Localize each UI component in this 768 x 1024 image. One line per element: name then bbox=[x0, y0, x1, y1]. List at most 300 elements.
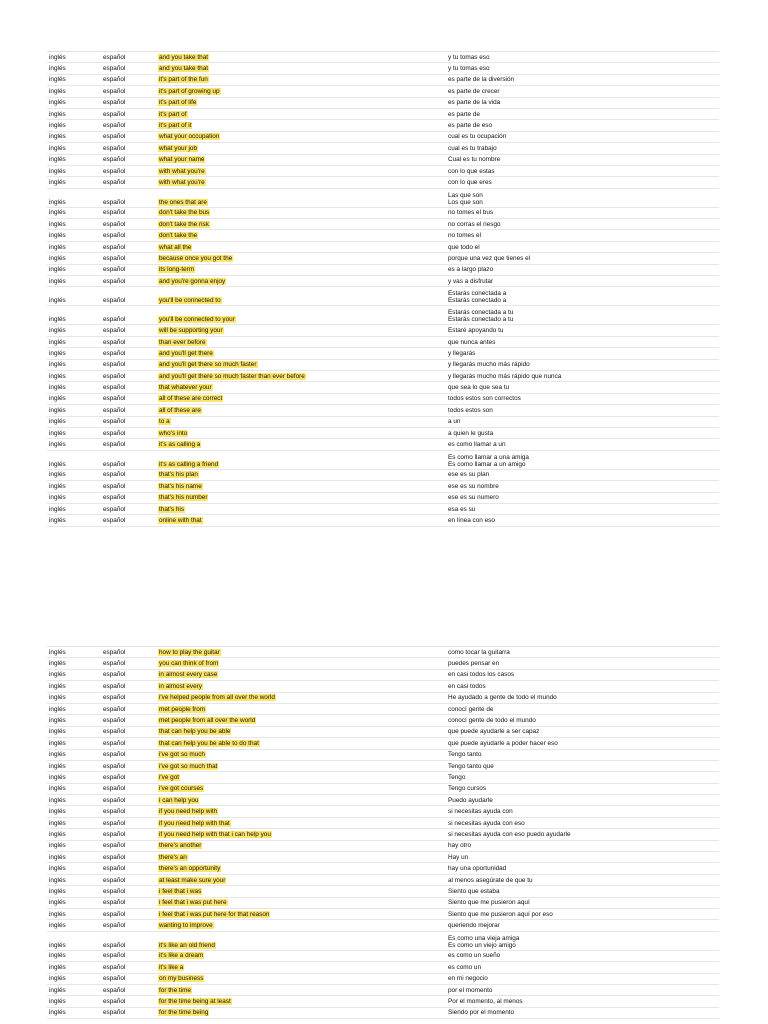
translation-line: Siento que estaba bbox=[448, 887, 500, 895]
spanish-translation-cell bbox=[448, 694, 719, 701]
spanish-translation-cell bbox=[448, 232, 719, 239]
table-row bbox=[47, 306, 719, 325]
highlighted-phrase: i've got so much that bbox=[159, 762, 218, 770]
spanish-translation-cell bbox=[448, 454, 719, 468]
table-row bbox=[47, 166, 719, 177]
highlighted-phrase: don't take the bbox=[159, 232, 198, 240]
english-phrase-cell bbox=[158, 99, 448, 106]
spanish-translation-cell bbox=[448, 122, 719, 129]
translation-line: en mi negocio bbox=[448, 975, 488, 983]
highlighted-phrase: to a bbox=[159, 418, 170, 426]
table-row bbox=[47, 470, 719, 481]
english-phrase-cell bbox=[158, 820, 448, 827]
table-row bbox=[47, 795, 719, 806]
spanish-translation-cell bbox=[448, 494, 719, 501]
table-row bbox=[47, 806, 719, 817]
translation-line: en casi todos bbox=[448, 682, 486, 690]
english-phrase-cell bbox=[158, 461, 448, 468]
highlighted-phrase: it's like a dream bbox=[159, 952, 204, 960]
table-row bbox=[47, 253, 719, 264]
translation-line: ese es su numero bbox=[448, 494, 499, 502]
target-language-cell: español bbox=[103, 865, 126, 873]
table-row bbox=[47, 75, 719, 86]
target-language-cell: español bbox=[103, 167, 126, 175]
target-language-cell: español bbox=[103, 220, 126, 228]
english-phrase-cell bbox=[158, 122, 448, 129]
translation-line: Tengo tanto que bbox=[448, 762, 494, 770]
english-phrase-cell bbox=[158, 373, 448, 380]
target-language-cell: español bbox=[103, 922, 126, 930]
highlighted-phrase: it's part of it bbox=[159, 122, 192, 130]
source-language-cell: inglés bbox=[49, 122, 66, 130]
source-language-cell: inglés bbox=[49, 209, 66, 217]
target-language-cell: español bbox=[103, 808, 126, 816]
english-phrase-cell bbox=[158, 316, 448, 323]
target-language-cell: español bbox=[103, 986, 126, 994]
english-phrase-cell bbox=[158, 717, 448, 724]
highlighted-phrase: in almost every case bbox=[159, 671, 218, 679]
english-phrase-cell bbox=[158, 395, 448, 402]
english-phrase-cell bbox=[158, 418, 448, 425]
source-language-cell: inglés bbox=[49, 349, 66, 357]
english-phrase-cell bbox=[158, 133, 448, 140]
translation-line: no tomes el bus bbox=[448, 209, 494, 217]
target-language-cell: español bbox=[103, 660, 126, 668]
english-phrase-cell bbox=[158, 407, 448, 414]
translation-line: Por el momento, al menos bbox=[448, 998, 523, 1006]
spanish-translation-cell bbox=[448, 179, 719, 186]
english-phrase-cell bbox=[158, 888, 448, 895]
highlighted-phrase: it's as calling a friend bbox=[159, 460, 219, 468]
spanish-translation-cell bbox=[448, 88, 719, 95]
table-row bbox=[47, 394, 719, 405]
translation-line: porque una vez que tienes el bbox=[448, 254, 531, 262]
english-phrase-cell bbox=[158, 506, 448, 513]
table-row bbox=[47, 208, 719, 219]
english-phrase-cell bbox=[158, 384, 448, 391]
english-phrase-cell bbox=[158, 88, 448, 95]
table-row bbox=[47, 951, 719, 962]
translation-line: ese es su nombre bbox=[448, 482, 499, 490]
table-row bbox=[47, 704, 719, 715]
source-language-cell: inglés bbox=[49, 178, 66, 186]
english-phrase-cell bbox=[158, 987, 448, 994]
spanish-translation-cell bbox=[448, 309, 719, 323]
source-language-cell: inglés bbox=[49, 660, 66, 668]
english-phrase-cell bbox=[158, 297, 448, 304]
source-language-cell: inglés bbox=[49, 220, 66, 228]
english-phrase-cell bbox=[158, 649, 448, 656]
table-row bbox=[47, 287, 719, 306]
english-phrase-cell bbox=[158, 156, 448, 163]
highlighted-phrase: what your job bbox=[159, 144, 198, 152]
highlighted-phrase: its long-term bbox=[159, 266, 195, 274]
translation-line: Estaré apoyando tu bbox=[448, 327, 504, 335]
translation-line: y tu tomas eso bbox=[448, 53, 490, 61]
english-phrase-cell bbox=[158, 797, 448, 804]
highlighted-phrase: that's his plan bbox=[159, 471, 198, 479]
spanish-translation-cell bbox=[448, 339, 719, 346]
english-phrase-cell bbox=[158, 278, 448, 285]
english-phrase-cell bbox=[158, 975, 448, 982]
spanish-translation-cell bbox=[448, 820, 719, 827]
source-language-cell: inglés bbox=[49, 717, 66, 725]
spanish-translation-cell bbox=[448, 854, 719, 861]
target-language-cell: español bbox=[103, 671, 126, 679]
translation-line: es parte de la diversión bbox=[448, 76, 515, 84]
english-phrase-cell bbox=[158, 785, 448, 792]
spanish-translation-cell bbox=[448, 278, 719, 285]
translation-line: en línea con eso bbox=[448, 516, 495, 524]
table-row bbox=[47, 360, 719, 371]
english-phrase-cell bbox=[158, 899, 448, 906]
highlighted-phrase: there's an bbox=[159, 853, 187, 861]
spanish-translation-cell bbox=[448, 740, 719, 747]
source-language-cell: inglés bbox=[49, 922, 66, 930]
source-language-cell: inglés bbox=[49, 505, 66, 513]
translation-line: y tu tomas eso bbox=[448, 65, 490, 73]
source-language-cell: inglés bbox=[49, 460, 66, 468]
target-language-cell: español bbox=[103, 952, 126, 960]
english-phrase-cell bbox=[158, 877, 448, 884]
spanish-translation-cell bbox=[448, 221, 719, 228]
english-phrase-cell bbox=[158, 998, 448, 1005]
translation-line: Estarás conectada a bbox=[448, 290, 507, 298]
english-phrase-cell bbox=[158, 76, 448, 83]
english-phrase-cell bbox=[158, 339, 448, 346]
source-language-cell: inglés bbox=[49, 429, 66, 437]
spanish-translation-cell bbox=[448, 54, 719, 61]
table-row bbox=[47, 493, 719, 504]
spanish-translation-cell bbox=[448, 361, 719, 368]
highlighted-phrase: and you take that bbox=[159, 53, 209, 61]
table-row bbox=[47, 428, 719, 439]
spanish-translation-cell bbox=[448, 327, 719, 334]
table-row bbox=[47, 898, 719, 909]
spanish-translation-cell bbox=[448, 998, 719, 1005]
highlighted-phrase: how to play the guitar bbox=[159, 648, 220, 656]
source-language-cell: inglés bbox=[49, 876, 66, 884]
source-language-cell: inglés bbox=[49, 705, 66, 713]
source-language-cell: inglés bbox=[49, 516, 66, 524]
target-language-cell: español bbox=[103, 144, 126, 152]
english-phrase-cell bbox=[158, 441, 448, 448]
english-phrase-cell bbox=[158, 430, 448, 437]
source-language-cell: inglés bbox=[49, 952, 66, 960]
table-row bbox=[47, 863, 719, 874]
translation-line: ese es su plan bbox=[448, 471, 490, 479]
translation-line: esa es su bbox=[448, 505, 476, 513]
source-language-cell: inglés bbox=[49, 198, 66, 206]
highlighted-phrase: i've got so much bbox=[159, 751, 205, 759]
spanish-translation-cell bbox=[448, 192, 719, 206]
target-language-cell: español bbox=[103, 198, 126, 206]
english-phrase-cell bbox=[158, 54, 448, 61]
english-phrase-cell bbox=[158, 728, 448, 735]
spanish-translation-cell bbox=[448, 145, 719, 152]
source-language-cell: inglés bbox=[49, 671, 66, 679]
source-language-cell: inglés bbox=[49, 648, 66, 656]
source-language-cell: inglés bbox=[49, 232, 66, 240]
target-language-cell: español bbox=[103, 316, 126, 324]
highlighted-phrase: if you need help with bbox=[159, 808, 218, 816]
source-language-cell: inglés bbox=[49, 796, 66, 804]
table-row bbox=[47, 120, 719, 131]
table-row bbox=[47, 382, 719, 393]
source-language-cell: inglés bbox=[49, 406, 66, 414]
highlighted-phrase: that's his number bbox=[159, 494, 208, 502]
target-language-cell: español bbox=[103, 853, 126, 861]
target-language-cell: español bbox=[103, 384, 126, 392]
translation-line: Es como llamar a un amigo bbox=[448, 460, 526, 468]
english-phrase-cell bbox=[158, 111, 448, 118]
table-row bbox=[47, 451, 719, 470]
highlighted-phrase: that whatever your bbox=[159, 384, 212, 392]
translation-line: es parte de crecer bbox=[448, 87, 500, 95]
english-phrase-cell bbox=[158, 179, 448, 186]
table-row bbox=[47, 761, 719, 772]
target-language-cell: español bbox=[103, 762, 126, 770]
target-language-cell: español bbox=[103, 963, 126, 971]
translation-line: es parte de la vida bbox=[448, 99, 501, 107]
spanish-translation-cell bbox=[448, 935, 719, 949]
source-language-cell: inglés bbox=[49, 910, 66, 918]
english-phrase-cell bbox=[158, 952, 448, 959]
spanish-translation-cell bbox=[448, 506, 719, 513]
source-language-cell: inglés bbox=[49, 76, 66, 84]
translation-line: Los que son bbox=[448, 198, 483, 206]
highlighted-phrase: i feel that i was put here bbox=[159, 899, 227, 907]
source-language-cell: inglés bbox=[49, 53, 66, 61]
english-phrase-cell bbox=[158, 751, 448, 758]
english-phrase-cell bbox=[158, 494, 448, 501]
target-language-cell: español bbox=[103, 717, 126, 725]
source-language-cell: inglés bbox=[49, 327, 66, 335]
spanish-translation-cell bbox=[448, 763, 719, 770]
table-row bbox=[47, 276, 719, 287]
table-row bbox=[47, 439, 719, 450]
translation-line: Cual es tu nombre bbox=[448, 156, 501, 164]
spanish-translation-cell bbox=[448, 407, 719, 414]
target-language-cell: español bbox=[103, 53, 126, 61]
highlighted-phrase: you'll be connected to your bbox=[159, 316, 235, 324]
source-language-cell: inglés bbox=[49, 842, 66, 850]
highlighted-phrase: because once you got the bbox=[159, 254, 233, 262]
spanish-translation-cell bbox=[448, 877, 719, 884]
spanish-translation-cell bbox=[448, 255, 719, 262]
target-language-cell: español bbox=[103, 751, 126, 759]
source-language-cell: inglés bbox=[49, 494, 66, 502]
source-language-cell: inglés bbox=[49, 482, 66, 490]
highlighted-phrase: what your name bbox=[159, 156, 205, 164]
spanish-translation-cell bbox=[448, 384, 719, 391]
translation-line: Las que son bbox=[448, 191, 483, 199]
target-language-cell: español bbox=[103, 899, 126, 907]
source-language-cell: inglés bbox=[49, 694, 66, 702]
table-row bbox=[47, 658, 719, 669]
spanish-translation-cell bbox=[448, 350, 719, 357]
english-phrase-cell bbox=[158, 865, 448, 872]
highlighted-phrase: you'll be connected to bbox=[159, 297, 221, 305]
highlighted-phrase: who's into bbox=[159, 429, 188, 437]
english-phrase-cell bbox=[158, 911, 448, 918]
highlighted-phrase: will be supporting your bbox=[159, 327, 223, 335]
source-language-cell: inglés bbox=[49, 899, 66, 907]
source-language-cell: inglés bbox=[49, 941, 66, 949]
target-language-cell: español bbox=[103, 361, 126, 369]
translation-line: como tocar la guitarra bbox=[448, 648, 510, 656]
spanish-translation-cell bbox=[448, 899, 719, 906]
table-row bbox=[47, 841, 719, 852]
translation-line: hay otro bbox=[448, 842, 472, 850]
highlighted-phrase: met people from bbox=[159, 705, 206, 713]
table-row bbox=[47, 996, 719, 1007]
spanish-translation-cell bbox=[448, 952, 719, 959]
target-language-cell: español bbox=[103, 232, 126, 240]
translation-line: todos estos son bbox=[448, 406, 493, 414]
target-language-cell: español bbox=[103, 648, 126, 656]
source-language-cell: inglés bbox=[49, 830, 66, 838]
table-row bbox=[47, 784, 719, 795]
translation-line: conocí gente de todo el mundo bbox=[448, 717, 536, 725]
source-language-cell: inglés bbox=[49, 266, 66, 274]
translation-line: conocí gente de bbox=[448, 705, 494, 713]
spanish-translation-cell bbox=[448, 441, 719, 448]
highlighted-phrase: what your occupation bbox=[159, 133, 220, 141]
spanish-translation-cell bbox=[448, 964, 719, 971]
english-phrase-cell bbox=[158, 808, 448, 815]
source-language-cell: inglés bbox=[49, 418, 66, 426]
spanish-translation-cell bbox=[448, 649, 719, 656]
translation-line: y vas a disfrutar bbox=[448, 277, 494, 285]
english-phrase-cell bbox=[158, 209, 448, 216]
target-language-cell: español bbox=[103, 372, 126, 380]
spanish-translation-cell bbox=[448, 975, 719, 982]
source-language-cell: inglés bbox=[49, 99, 66, 107]
highlighted-phrase: if you need help with that bbox=[159, 819, 230, 827]
translation-line: es parte de eso bbox=[448, 122, 493, 130]
translation-line: cual es tu trabajo bbox=[448, 144, 497, 152]
translation-line: Es como llamar a una amiga bbox=[448, 453, 529, 461]
target-language-cell: español bbox=[103, 243, 126, 251]
source-language-cell: inglés bbox=[49, 739, 66, 747]
table-row bbox=[47, 515, 719, 526]
spanish-translation-cell bbox=[448, 728, 719, 735]
translation-line: a quien le gusta bbox=[448, 429, 494, 437]
source-language-cell: inglés bbox=[49, 751, 66, 759]
english-phrase-cell bbox=[158, 327, 448, 334]
spanish-translation-cell bbox=[448, 774, 719, 781]
spanish-translation-cell bbox=[448, 842, 719, 849]
table-row bbox=[47, 219, 719, 230]
target-language-cell: español bbox=[103, 998, 126, 1006]
translation-line: que todo el bbox=[448, 243, 480, 251]
spanish-translation-cell bbox=[448, 751, 719, 758]
source-language-cell: inglés bbox=[49, 372, 66, 380]
translation-line: es parte de bbox=[448, 110, 480, 118]
translation-line: Estarás conectada a tu bbox=[448, 309, 514, 317]
source-language-cell: inglés bbox=[49, 728, 66, 736]
english-phrase-cell bbox=[158, 483, 448, 490]
highlighted-phrase: and you'll get there bbox=[159, 349, 213, 357]
spanish-translation-cell bbox=[448, 865, 719, 872]
target-language-cell: español bbox=[103, 349, 126, 357]
spanish-translation-cell bbox=[448, 168, 719, 175]
table-row bbox=[47, 98, 719, 109]
table-row bbox=[47, 52, 719, 63]
spanish-translation-cell bbox=[448, 1009, 719, 1016]
translation-line: es como llamar a un bbox=[448, 441, 506, 449]
highlighted-phrase: it's like a bbox=[159, 963, 184, 971]
target-language-cell: español bbox=[103, 910, 126, 918]
target-language-cell: español bbox=[103, 254, 126, 262]
source-language-cell: inglés bbox=[49, 773, 66, 781]
table-row bbox=[47, 886, 719, 897]
translation-line: Es como un viejo amigo bbox=[448, 941, 516, 949]
translation-line: y llegarás mucho más rápido que nunca bbox=[448, 372, 562, 380]
translation-line: que nunca antes bbox=[448, 338, 496, 346]
spanish-translation-cell bbox=[448, 911, 719, 918]
english-phrase-cell bbox=[158, 145, 448, 152]
translation-line: Hay un bbox=[448, 853, 469, 861]
highlighted-phrase: online with that bbox=[159, 516, 202, 524]
target-language-cell: español bbox=[103, 739, 126, 747]
source-language-cell: inglés bbox=[49, 361, 66, 369]
english-phrase-cell bbox=[158, 854, 448, 861]
source-language-cell: inglés bbox=[49, 682, 66, 690]
table-row bbox=[47, 405, 719, 416]
english-phrase-cell bbox=[158, 266, 448, 273]
highlighted-phrase: on my business bbox=[159, 975, 204, 983]
source-language-cell: inglés bbox=[49, 1009, 66, 1017]
source-language-cell: inglés bbox=[49, 785, 66, 793]
translation-line: y llegarás bbox=[448, 349, 476, 357]
table-row bbox=[47, 325, 719, 336]
translation-line: y llegarás mucho más rápido bbox=[448, 361, 530, 369]
source-language-cell: inglés bbox=[49, 144, 66, 152]
highlighted-phrase: all of these are bbox=[159, 406, 201, 414]
translation-line: si necesitas ayuda con bbox=[448, 808, 513, 816]
english-phrase-cell bbox=[158, 671, 448, 678]
english-phrase-cell bbox=[158, 831, 448, 838]
spanish-translation-cell bbox=[448, 266, 719, 273]
source-language-cell: inglés bbox=[49, 998, 66, 1006]
target-language-cell: español bbox=[103, 773, 126, 781]
translation-line: no corras el riesgo bbox=[448, 220, 501, 228]
table-row bbox=[47, 772, 719, 783]
translation-line: He ayudado a gente de todo el mundo bbox=[448, 694, 557, 702]
translation-line: Puedo ayudarle bbox=[448, 796, 493, 804]
table-row bbox=[47, 962, 719, 973]
source-language-cell: inglés bbox=[49, 887, 66, 895]
spanish-translation-cell bbox=[448, 290, 719, 304]
english-phrase-cell bbox=[158, 350, 448, 357]
highlighted-phrase: don't take the bus bbox=[159, 209, 210, 217]
target-language-cell: español bbox=[103, 133, 126, 141]
table-row bbox=[47, 109, 719, 120]
spreadsheet-block-1 bbox=[47, 51, 719, 527]
table-row bbox=[47, 1008, 719, 1019]
spanish-translation-cell bbox=[448, 683, 719, 690]
english-phrase-cell bbox=[158, 660, 448, 667]
highlighted-phrase: for the time being at least bbox=[159, 998, 231, 1006]
translation-line: Tengo bbox=[448, 773, 466, 781]
table-row bbox=[47, 504, 719, 515]
target-language-cell: español bbox=[103, 494, 126, 502]
highlighted-phrase: for the time being bbox=[159, 1009, 209, 1017]
translation-line: Siendo por el momento bbox=[448, 1009, 515, 1017]
highlighted-phrase: and you'll get there so much faster bbox=[159, 361, 257, 369]
